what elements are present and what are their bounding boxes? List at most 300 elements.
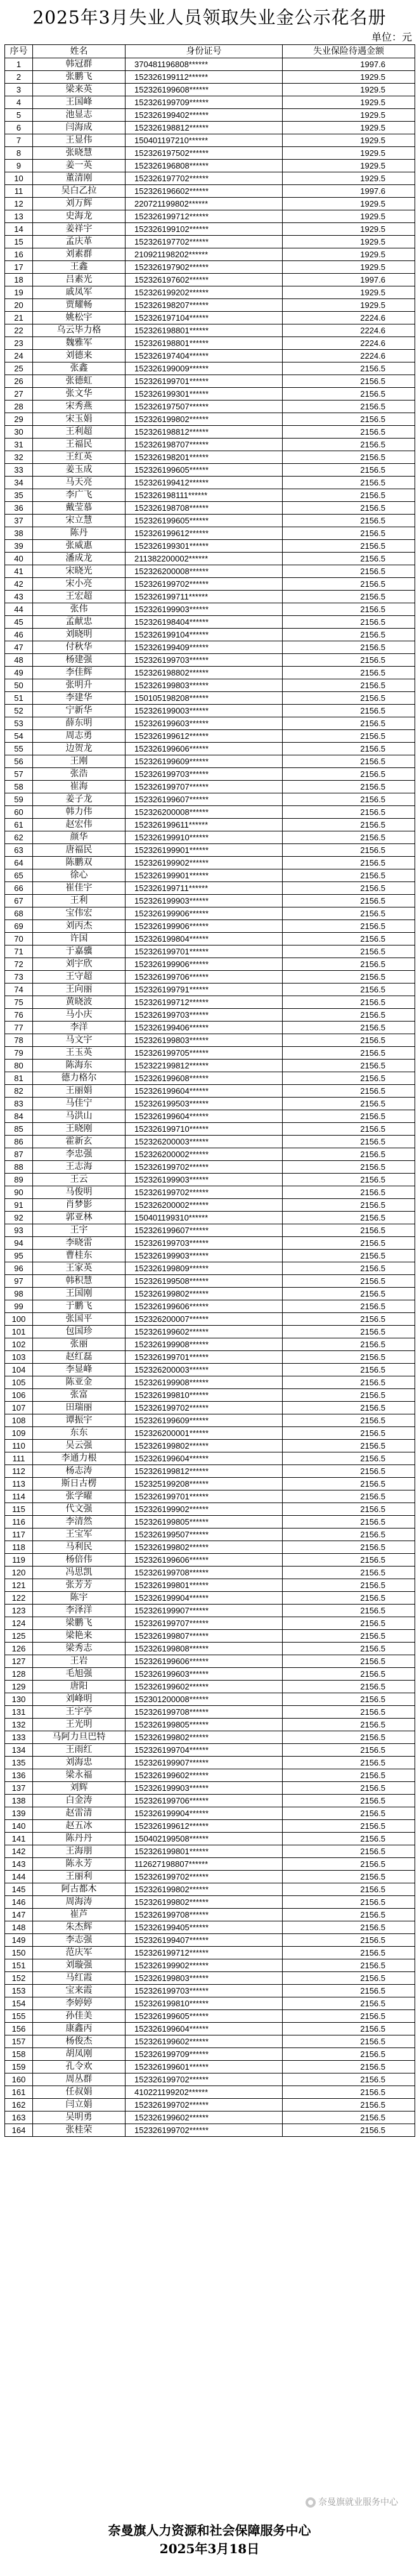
row-name: 刘海忠	[33, 1757, 126, 1769]
row-amount: 2156.5	[283, 1693, 415, 1706]
row-index: 52	[5, 705, 33, 717]
row-index: 163	[5, 2111, 33, 2124]
row-amount: 2156.5	[283, 1148, 415, 1161]
row-index: 25	[5, 362, 33, 375]
row-amount: 2156.5	[283, 1326, 415, 1338]
row-amount: 2156.5	[283, 1440, 415, 1452]
row-index: 28	[5, 400, 33, 413]
row-amount: 2156.5	[283, 2023, 415, 2035]
row-id-number: 370481196808******	[126, 58, 283, 71]
table-row	[5, 1630, 415, 1643]
row-name: 付秋华	[33, 641, 126, 654]
row-name: 李泽洋	[33, 1605, 126, 1617]
row-name: 孔令欢	[33, 2061, 126, 2073]
row-id-number: 152326199701******	[126, 375, 283, 388]
row-name: 陈永芳	[33, 1858, 126, 1871]
row-index: 158	[5, 2048, 33, 2061]
row-id-number: 152326199604******	[126, 1085, 283, 1098]
row-index: 155	[5, 2010, 33, 2023]
row-index: 15	[5, 236, 33, 248]
row-amount: 2156.5	[283, 1997, 415, 2010]
row-name: 马红霞	[33, 1972, 126, 1985]
row-amount: 2156.5	[283, 1681, 415, 1693]
row-amount: 2156.5	[283, 1123, 415, 1136]
table-row	[5, 1833, 415, 1845]
table-row	[5, 996, 415, 1009]
row-index: 74	[5, 984, 33, 996]
row-index: 9	[5, 160, 33, 172]
row-amount: 1929.5	[283, 160, 415, 172]
table-row	[5, 971, 415, 984]
row-name: 陈亚金	[33, 1376, 126, 1389]
row-id-number: 152326199702******	[126, 1161, 283, 1174]
row-id-number: 152326199702******	[126, 1186, 283, 1199]
row-amount: 2156.5	[283, 400, 415, 413]
row-id-number: 152326199507******	[126, 1528, 283, 1541]
table-body	[5, 58, 415, 2137]
table-row	[5, 984, 415, 996]
row-name: 孙佳美	[33, 2010, 126, 2023]
row-amount: 2156.5	[283, 895, 415, 907]
row-index: 124	[5, 1617, 33, 1630]
row-amount: 2156.5	[283, 1414, 415, 1427]
row-amount: 2156.5	[283, 1250, 415, 1262]
table-row	[5, 629, 415, 641]
table-row	[5, 1009, 415, 1022]
row-index: 49	[5, 667, 33, 679]
row-name: 魏雅军	[33, 337, 126, 350]
row-amount: 2156.5	[283, 1795, 415, 1807]
row-id-number: 152326199503******	[126, 1098, 283, 1110]
row-name: 张德虹	[33, 375, 126, 388]
row-amount: 2156.5	[283, 1896, 415, 1909]
row-index: 33	[5, 464, 33, 477]
table-row	[5, 553, 415, 565]
row-index: 63	[5, 844, 33, 857]
row-index: 127	[5, 1655, 33, 1668]
table-row	[5, 730, 415, 743]
row-name: 康鑫丙	[33, 2023, 126, 2035]
row-id-number: 152326199611******	[126, 819, 283, 831]
row-name: 包国珍	[33, 1326, 126, 1338]
row-id-number: 152326199602******	[126, 1769, 283, 1782]
row-amount: 1929.5	[283, 172, 415, 185]
table-row	[5, 1719, 415, 1731]
row-name: 白金涛	[33, 1795, 126, 1807]
table-row	[5, 2073, 415, 2086]
row-id-number: 152326199808******	[126, 1643, 283, 1655]
row-amount: 2156.5	[283, 984, 415, 996]
row-amount: 2156.5	[283, 451, 415, 464]
table-row	[5, 299, 415, 312]
row-name: 薛东明	[33, 717, 126, 730]
row-id-number: 152326199112******	[126, 71, 283, 84]
row-id-number: 152326199701******	[126, 945, 283, 958]
row-amount: 1929.5	[283, 286, 415, 299]
table-row	[5, 350, 415, 362]
table-row	[5, 1528, 415, 1541]
row-index: 126	[5, 1643, 33, 1655]
table-row	[5, 2086, 415, 2099]
table-row	[5, 134, 415, 147]
row-amount: 1929.5	[283, 109, 415, 122]
row-index: 19	[5, 286, 33, 299]
table-row	[5, 439, 415, 451]
table-row	[5, 502, 415, 515]
table-row	[5, 147, 415, 160]
row-amount: 2156.5	[283, 2099, 415, 2111]
row-name: 阿古都木	[33, 1883, 126, 1896]
table-row	[5, 1985, 415, 1997]
table-row	[5, 1364, 415, 1376]
row-id-number: 152326199812******	[126, 1465, 283, 1478]
row-name: 王宇	[33, 1224, 126, 1237]
row-amount: 2156.5	[283, 1275, 415, 1288]
row-id-number: 152326199902******	[126, 857, 283, 869]
row-id-number: 152326199902******	[126, 1503, 283, 1516]
row-id-number: 152326199609******	[126, 1414, 283, 1427]
table-row	[5, 1490, 415, 1503]
row-name: 刘宇欣	[33, 958, 126, 971]
row-index: 161	[5, 2086, 33, 2099]
row-name: 王显伟	[33, 134, 126, 147]
table-row	[5, 1845, 415, 1858]
table-row	[5, 1795, 415, 1807]
row-amount: 2156.5	[283, 426, 415, 439]
row-index: 111	[5, 1452, 33, 1465]
row-amount: 2156.5	[283, 768, 415, 781]
row-index: 58	[5, 781, 33, 793]
row-name: 斯日古楞	[33, 1478, 126, 1490]
row-index: 102	[5, 1338, 33, 1351]
row-id-number: 152326198707******	[126, 439, 283, 451]
row-amount: 2156.5	[283, 1643, 415, 1655]
row-index: 50	[5, 679, 33, 692]
row-amount: 2156.5	[283, 831, 415, 844]
table-row	[5, 1300, 415, 1313]
row-id-number: 152326200003******	[126, 1364, 283, 1376]
row-index: 101	[5, 1326, 33, 1338]
row-id-number: 152326199802******	[126, 1288, 283, 1300]
row-index: 22	[5, 324, 33, 337]
table-row	[5, 1858, 415, 1871]
row-amount: 2156.5	[283, 1833, 415, 1845]
row-name: 冯思凯	[33, 1567, 126, 1579]
table-row	[5, 667, 415, 679]
table-row	[5, 1706, 415, 1719]
row-name: 孟庆革	[33, 236, 126, 248]
row-amount: 2156.5	[283, 705, 415, 717]
row-amount: 2156.5	[283, 591, 415, 603]
row-id-number: 152326199702******	[126, 2073, 283, 2086]
row-index: 66	[5, 882, 33, 895]
table-row	[5, 122, 415, 134]
row-amount: 2156.5	[283, 755, 415, 768]
row-id-number: 152326199605******	[126, 2010, 283, 2023]
row-id-number: 152326199903******	[126, 895, 283, 907]
row-amount: 2156.5	[283, 1098, 415, 1110]
table-row	[5, 210, 415, 223]
table-row	[5, 717, 415, 730]
row-id-number: 210921198202******	[126, 248, 283, 261]
row-index: 73	[5, 971, 33, 984]
row-index: 141	[5, 1833, 33, 1845]
row-amount: 2156.5	[283, 540, 415, 553]
table-row	[5, 1655, 415, 1668]
row-index: 67	[5, 895, 33, 907]
row-name: 刘峰明	[33, 1693, 126, 1706]
row-name: 王宇亭	[33, 1706, 126, 1719]
row-index: 94	[5, 1237, 33, 1250]
row-index: 4	[5, 96, 33, 109]
row-amount: 1929.5	[283, 210, 415, 223]
row-id-number: 152326199902******	[126, 1959, 283, 1972]
row-id-number: 152326199712******	[126, 996, 283, 1009]
row-name: 王利	[33, 895, 126, 907]
row-index: 62	[5, 831, 33, 844]
table-row	[5, 1769, 415, 1782]
row-amount: 2156.5	[283, 945, 415, 958]
row-amount: 2156.5	[283, 1174, 415, 1186]
row-name: 吴云强	[33, 1440, 126, 1452]
row-amount: 2156.5	[283, 1313, 415, 1326]
row-amount: 2156.5	[283, 1047, 415, 1060]
table-row	[5, 1643, 415, 1655]
row-amount: 2156.5	[283, 806, 415, 819]
row-amount: 2156.5	[283, 819, 415, 831]
row-name: 赵雷清	[33, 1807, 126, 1820]
row-id-number: 152326199202******	[126, 286, 283, 299]
header-name: 姓名	[33, 45, 126, 58]
row-name: 吕素光	[33, 274, 126, 286]
row-name: 李志强	[33, 1934, 126, 1947]
row-id-number: 152326199802******	[126, 1541, 283, 1554]
row-index: 61	[5, 819, 33, 831]
row-index: 117	[5, 1528, 33, 1541]
row-amount: 2156.5	[283, 971, 415, 984]
row-name: 宋立慧	[33, 515, 126, 527]
row-id-number: 152326199802******	[126, 1440, 283, 1452]
row-index: 12	[5, 198, 33, 210]
row-id-number: 152326199412******	[126, 477, 283, 489]
row-index: 107	[5, 1402, 33, 1414]
row-id-number: 152326200001******	[126, 1427, 283, 1440]
row-id-number: 152326200008******	[126, 806, 283, 819]
row-id-number: 152326199709******	[126, 96, 283, 109]
row-id-number: 152326199708******	[126, 1567, 283, 1579]
row-name: 王海朋	[33, 1845, 126, 1858]
row-name: 唐阳	[33, 1681, 126, 1693]
row-index: 57	[5, 768, 33, 781]
row-id-number: 152326199802******	[126, 1883, 283, 1896]
row-name: 刘德来	[33, 350, 126, 362]
row-id-number: 152326199810******	[126, 1997, 283, 2010]
row-index: 56	[5, 755, 33, 768]
row-index: 106	[5, 1389, 33, 1402]
row-id-number: 152326199803******	[126, 1034, 283, 1047]
row-id-number: 152326199906******	[126, 958, 283, 971]
table-row	[5, 198, 415, 210]
row-amount: 2224.6	[283, 337, 415, 350]
row-amount: 2156.5	[283, 2124, 415, 2137]
row-amount: 2156.5	[283, 1554, 415, 1567]
row-id-number: 152326199809******	[126, 1262, 283, 1275]
row-amount: 1929.5	[283, 122, 415, 134]
row-amount: 2156.5	[283, 1972, 415, 1985]
row-id-number: 152326199508******	[126, 1275, 283, 1288]
row-index: 91	[5, 1199, 33, 1212]
row-id-number: 152326199605******	[126, 515, 283, 527]
row-name: 马俊明	[33, 1186, 126, 1199]
table-row	[5, 1744, 415, 1757]
table-row	[5, 1896, 415, 1909]
table-row	[5, 1452, 415, 1465]
row-amount: 1929.5	[283, 71, 415, 84]
row-name: 霍新玄	[33, 1136, 126, 1148]
row-index: 95	[5, 1250, 33, 1262]
row-amount: 2156.5	[283, 1072, 415, 1085]
row-amount: 2156.5	[283, 1744, 415, 1757]
table-row	[5, 527, 415, 540]
row-name: 宝来霞	[33, 1985, 126, 1997]
row-amount: 2156.5	[283, 1034, 415, 1047]
row-name: 刘万辉	[33, 198, 126, 210]
row-amount: 2156.5	[283, 1478, 415, 1490]
row-id-number: 152326199409******	[126, 641, 283, 654]
row-index: 39	[5, 540, 33, 553]
row-name: 马洪山	[33, 1110, 126, 1123]
watermark	[306, 2494, 416, 2509]
row-index: 64	[5, 857, 33, 869]
table-row	[5, 109, 415, 122]
table-row	[5, 413, 415, 426]
table-row	[5, 1199, 415, 1212]
row-id-number: 152326199104******	[126, 629, 283, 641]
table-row	[5, 426, 415, 439]
row-id-number: 152326199710******	[126, 1123, 283, 1136]
row-index: 156	[5, 2023, 33, 2035]
row-amount: 2156.5	[283, 629, 415, 641]
row-amount: 2156.5	[283, 1807, 415, 1820]
row-name: 张晓慧	[33, 147, 126, 160]
row-name: 王向丽	[33, 984, 126, 996]
row-id-number: 152326199802******	[126, 1896, 283, 1909]
row-amount: 2156.5	[283, 1262, 415, 1275]
row-id-number: 152326196602******	[126, 185, 283, 198]
table-row	[5, 312, 415, 324]
page-title: 2025年3月失业人员领取失业金公示花名册	[32, 7, 387, 28]
row-id-number: 152326199102******	[126, 223, 283, 236]
row-name: 马阿力旦巴特	[33, 1731, 126, 1744]
table-row	[5, 692, 415, 705]
row-amount: 2156.5	[283, 1883, 415, 1896]
row-id-number: 152326199706******	[126, 971, 283, 984]
row-name: 张芳芳	[33, 1579, 126, 1592]
table-row	[5, 261, 415, 274]
row-amount: 2156.5	[283, 958, 415, 971]
row-id-number: 152326197602******	[126, 274, 283, 286]
row-id-number: 152326199706******	[126, 1795, 283, 1807]
table-row	[5, 400, 415, 413]
row-index: 132	[5, 1719, 33, 1731]
table-row	[5, 540, 415, 553]
table-row	[5, 1186, 415, 1199]
table-row	[5, 895, 415, 907]
row-amount: 2156.5	[283, 730, 415, 743]
row-name: 崔海	[33, 781, 126, 793]
row-name: 王红英	[33, 451, 126, 464]
table-row	[5, 2124, 415, 2137]
row-amount: 2156.5	[283, 1579, 415, 1592]
table-row	[5, 477, 415, 489]
row-index: 100	[5, 1313, 33, 1326]
table-row	[5, 2111, 415, 2124]
row-index: 38	[5, 527, 33, 540]
table-row	[5, 1947, 415, 1959]
row-id-number: 152326199612******	[126, 1820, 283, 1833]
row-name: 李建华	[33, 692, 126, 705]
table-row	[5, 1389, 415, 1402]
row-amount: 2156.5	[283, 439, 415, 451]
row-name: 徐心	[33, 869, 126, 882]
row-id-number: 410221199202******	[126, 2086, 283, 2099]
row-index: 24	[5, 350, 33, 362]
table-row	[5, 1060, 415, 1072]
row-id-number: 152326197404******	[126, 350, 283, 362]
header-index: 序号	[5, 45, 33, 58]
row-amount: 2156.5	[283, 1060, 415, 1072]
row-name: 张鑫	[33, 362, 126, 375]
row-amount: 2156.5	[283, 1757, 415, 1769]
row-amount: 1929.5	[283, 147, 415, 160]
row-name: 周丛群	[33, 2073, 126, 2086]
table-row	[5, 286, 415, 299]
row-amount: 2156.5	[283, 1668, 415, 1681]
table-row	[5, 1174, 415, 1186]
row-index: 134	[5, 1744, 33, 1757]
row-name: 马天亮	[33, 477, 126, 489]
row-amount: 2156.5	[283, 1427, 415, 1440]
table-row	[5, 565, 415, 578]
row-id-number: 152326199009******	[126, 362, 283, 375]
row-id-number: 152326199708******	[126, 1706, 283, 1719]
table-row	[5, 1402, 415, 1414]
row-id-number: 152326199602******	[126, 1326, 283, 1338]
row-amount: 2156.5	[283, 2010, 415, 2023]
row-name: 韩力伟	[33, 806, 126, 819]
row-name: 戴莹慕	[33, 502, 126, 515]
row-name: 陈鹏双	[33, 857, 126, 869]
row-index: 3	[5, 84, 33, 96]
row-amount: 2156.5	[283, 2073, 415, 2086]
row-id-number: 152326199702******	[126, 2124, 283, 2137]
row-index: 6	[5, 122, 33, 134]
row-id-number: 152326199901******	[126, 869, 283, 882]
table-row	[5, 857, 415, 869]
row-amount: 2156.5	[283, 1376, 415, 1389]
row-index: 129	[5, 1681, 33, 1693]
row-index: 159	[5, 2061, 33, 2073]
row-name: 宋玉娟	[33, 413, 126, 426]
row-index: 43	[5, 591, 33, 603]
row-amount: 2156.5	[283, 654, 415, 667]
row-id-number: 152326199702******	[126, 578, 283, 591]
table-row	[5, 768, 415, 781]
table-row	[5, 1262, 415, 1275]
table-row	[5, 1022, 415, 1034]
row-index: 45	[5, 616, 33, 629]
row-name: 梁来英	[33, 84, 126, 96]
